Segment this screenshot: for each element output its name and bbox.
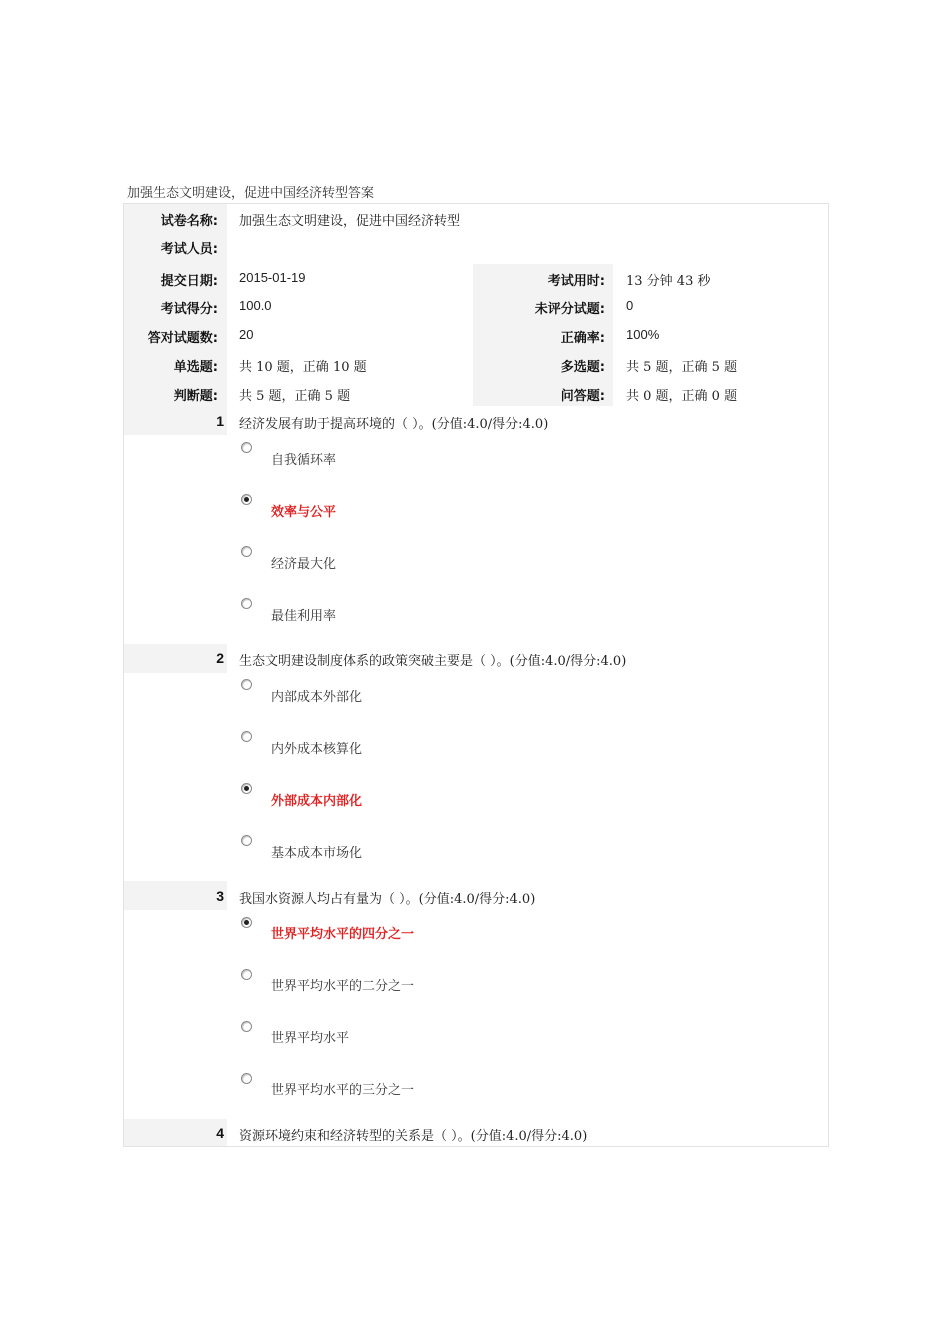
option-label-correct: 效率与公平 [271, 505, 337, 520]
multi-choice-label: 多选题: [560, 360, 605, 375]
option-label: 自我循环率 [271, 453, 337, 468]
ungraded-label: 未评分试题: [534, 302, 605, 317]
question-text: 生态文明建设制度体系的政策突破主要是（ ）。(分值:4.0/得分:4.0) [239, 654, 627, 669]
score-value: 100.0 [239, 298, 272, 313]
option-radio[interactable] [241, 835, 252, 846]
single-choice-value: 共 10 题，正确 10 题 [239, 360, 367, 375]
single-choice-label: 单选题: [173, 360, 218, 375]
ungraded-value: 0 [626, 298, 634, 313]
option-label: 基本成本市场化 [271, 846, 363, 861]
multi-choice-value: 共 5 题，正确 5 题 [626, 360, 738, 375]
option-label: 内外成本核算化 [271, 742, 363, 757]
question-number: 3 [216, 888, 224, 904]
document-title: 加强生态文明建设，促进中国经济转型答案 [127, 186, 375, 201]
judgement-label: 判断题: [173, 389, 218, 404]
answered-label: 答对试题数: [147, 331, 218, 346]
option-label: 世界平均水平的二分之一 [271, 979, 415, 994]
question-text: 经济发展有助于提高环境的（ ）。(分值:4.0/得分:4.0) [239, 417, 549, 432]
paper-name-label: 试卷名称: [160, 214, 218, 229]
paper-name-value: 加强生态文明建设，促进中国经济转型 [239, 214, 461, 229]
option-label-correct: 世界平均水平的四分之一 [271, 927, 415, 942]
option-label: 内部成本外部化 [271, 690, 363, 705]
duration-value: 13 分钟 43 秒 [626, 274, 711, 289]
option-label: 最佳利用率 [271, 609, 337, 624]
option-label: 世界平均水平 [271, 1031, 350, 1046]
score-label: 考试得分: [160, 302, 218, 317]
question-number: 1 [216, 413, 224, 429]
option-radio[interactable] [241, 598, 252, 609]
option-radio[interactable] [241, 731, 252, 742]
qa-label: 问答题: [560, 389, 605, 404]
option-radio-selected[interactable] [241, 494, 252, 505]
option-radio[interactable] [241, 442, 252, 453]
option-radio-selected[interactable] [241, 917, 252, 928]
submit-date-label: 提交日期: [160, 274, 218, 289]
option-label-correct: 外部成本内部化 [271, 794, 363, 809]
option-label: 经济最大化 [271, 557, 337, 572]
option-radio[interactable] [241, 546, 252, 557]
judgement-value: 共 5 题，正确 5 题 [239, 389, 351, 404]
option-radio[interactable] [241, 1021, 252, 1032]
question-text: 我国水资源人均占有量为（ ）。(分值:4.0/得分:4.0) [239, 892, 536, 907]
option-radio-selected[interactable] [241, 783, 252, 794]
accuracy-value: 100% [626, 327, 660, 342]
submit-date-value: 2015-01-19 [239, 270, 306, 285]
option-radio[interactable] [241, 969, 252, 980]
question-text: 资源环境约束和经济转型的关系是（ ）。(分值:4.0/得分:4.0) [239, 1129, 588, 1144]
option-radio[interactable] [241, 679, 252, 690]
option-label: 世界平均水平的三分之一 [271, 1083, 415, 1098]
question-number: 4 [216, 1125, 224, 1141]
accuracy-label: 正确率: [560, 331, 605, 346]
answered-value: 20 [239, 327, 254, 342]
duration-label: 考试用时: [547, 274, 605, 289]
question-number: 2 [216, 650, 224, 666]
qa-value: 共 0 题，正确 0 题 [626, 389, 738, 404]
option-radio[interactable] [241, 1073, 252, 1084]
examinee-label: 考试人员: [160, 242, 218, 257]
